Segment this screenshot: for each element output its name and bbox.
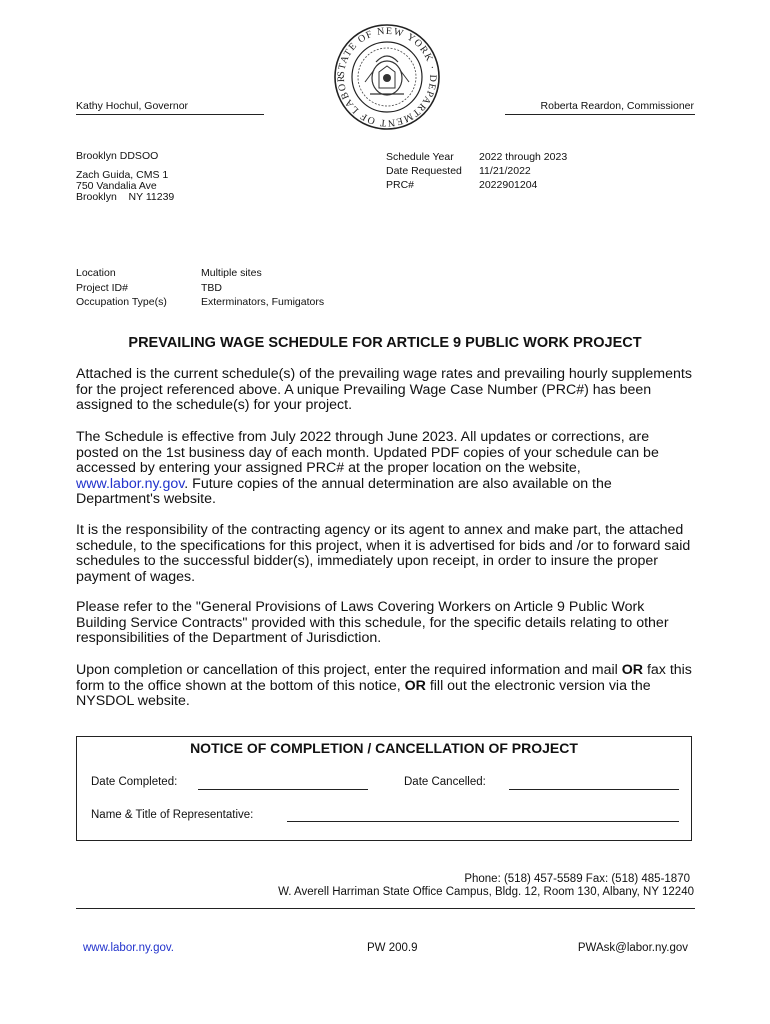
representative-label: Name & Title of Representative: [91, 809, 254, 821]
governor-name: Kathy Hochul, Governor [76, 100, 189, 112]
department-seal [332, 22, 442, 132]
contact-email[interactable]: PWAsk@labor.ny.gov [577, 942, 688, 954]
occupation-label: Occupation Type(s) [76, 296, 167, 308]
website-link[interactable]: www.labor.ny.gov [76, 475, 185, 492]
notice-title: NOTICE OF COMPLETION / CANCELLATION OF PROJECT [190, 740, 578, 756]
date-requested-value: 11/21/2022 [479, 165, 531, 177]
date-completed-field[interactable] [198, 789, 368, 790]
footer-rule [76, 908, 695, 909]
paragraph-responsibility: It is the responsibility of the contracting agency or its agent to annex and make part, the attached schedule, to the specifications for this project, when it is advertised for bids and /or to forward said schedules to the successful bidder(s), immediately upon receipt, in order to insure the proper payment of wages. [76, 522, 691, 585]
svg-text:STATE OF NEW YORK · DEPARTMENT: STATE OF NEW YORK · DEPARTMENT OF LABOR [335, 25, 439, 129]
recipient-contact: Zach Guida, CMS 1 [76, 169, 169, 181]
date-cancelled-label: Date Cancelled: [404, 776, 486, 788]
footer-website-link[interactable]: www.labor.ny.gov. [83, 942, 174, 954]
prc-value: 2022901204 [479, 179, 538, 191]
date-requested-label: Date Requested [386, 165, 462, 177]
or-emphasis-2: OR [404, 677, 426, 694]
instructions-text-1: Upon completion or cancellation of this project, enter the required information and mail [76, 662, 622, 678]
paragraph-general-provisions: Please refer to the "General Provisions of Laws Covering Workers on Article 9 Public Work Building Service Contracts" provided with this schedule, for the specific details relating to other responsibilities of the Department of Jurisdiction. [76, 599, 669, 647]
project-id-label: Project ID# [76, 282, 128, 294]
representative-field[interactable] [287, 821, 679, 822]
paragraph-completion-instructions [76, 663, 694, 710]
recipient-zip: NY 11239 [128, 191, 175, 203]
seal-graphic [332, 22, 442, 132]
recipient-address: 750 Vandalia Ave [76, 180, 157, 192]
recipient-city-line [76, 191, 174, 204]
recipient-office: Brooklyn DDSOO [76, 150, 159, 162]
location-value: Multiple sites [201, 267, 262, 279]
phone-fax: Phone: (518) 457-5589 Fax: (518) 485-1870 [464, 873, 690, 885]
instructions-text-3: fill out the electronic version via the NYSDOL website. [76, 677, 651, 710]
office-address: W. Averell Harriman State Office Campus, Bldg. 12, Room 130, Albany, NY 12240 [278, 886, 694, 898]
commissioner-rule [505, 114, 695, 115]
paragraph-effective-dates [76, 430, 694, 508]
or-emphasis-1: OR [621, 662, 644, 678]
project-id-value: TBD [201, 282, 222, 294]
commissioner-name: Roberta Reardon, Commissioner [540, 100, 694, 112]
notice-of-completion-box [76, 736, 692, 841]
occupation-value: Exterminators, Fumigators [201, 296, 325, 308]
governor-rule [76, 114, 264, 115]
instructions-text-2: fax this form to the office shown at the bottom of this notice, [76, 662, 692, 694]
schedule-year-value: 2022 through 2023 [479, 151, 568, 163]
effective-dates-text-end: . Future copies of the annual determination are also available on the Department's website. [76, 475, 612, 508]
effective-dates-text: The Schedule is effective from July 2022 through June 2023. All updates or corrections, are posted on the 1st business day of each month. Updated PDF copies of your schedule can be accessed by entering your assigned PRC# at the proper location on the website, [76, 429, 659, 477]
document-title: PREVAILING WAGE SCHEDULE FOR ARTICLE 9 PUBLIC WORK PROJECT [128, 335, 642, 351]
form-number: PW 200.9 [367, 942, 418, 954]
date-cancelled-field[interactable] [509, 789, 679, 790]
paragraph-intro: Attached is the current schedule(s) of the prevailing wage rates and prevailing hourly supplements for the project referenced above. A unique Prevailing Wage Case Number (PRC#) has been assigned to the schedule(s) for your project. [76, 366, 692, 414]
recipient-city: Brooklyn [76, 191, 117, 203]
date-completed-label: Date Completed: [91, 776, 178, 788]
prc-label: PRC# [386, 179, 415, 191]
location-label: Location [76, 267, 116, 279]
schedule-year-label: Schedule Year [386, 151, 454, 163]
